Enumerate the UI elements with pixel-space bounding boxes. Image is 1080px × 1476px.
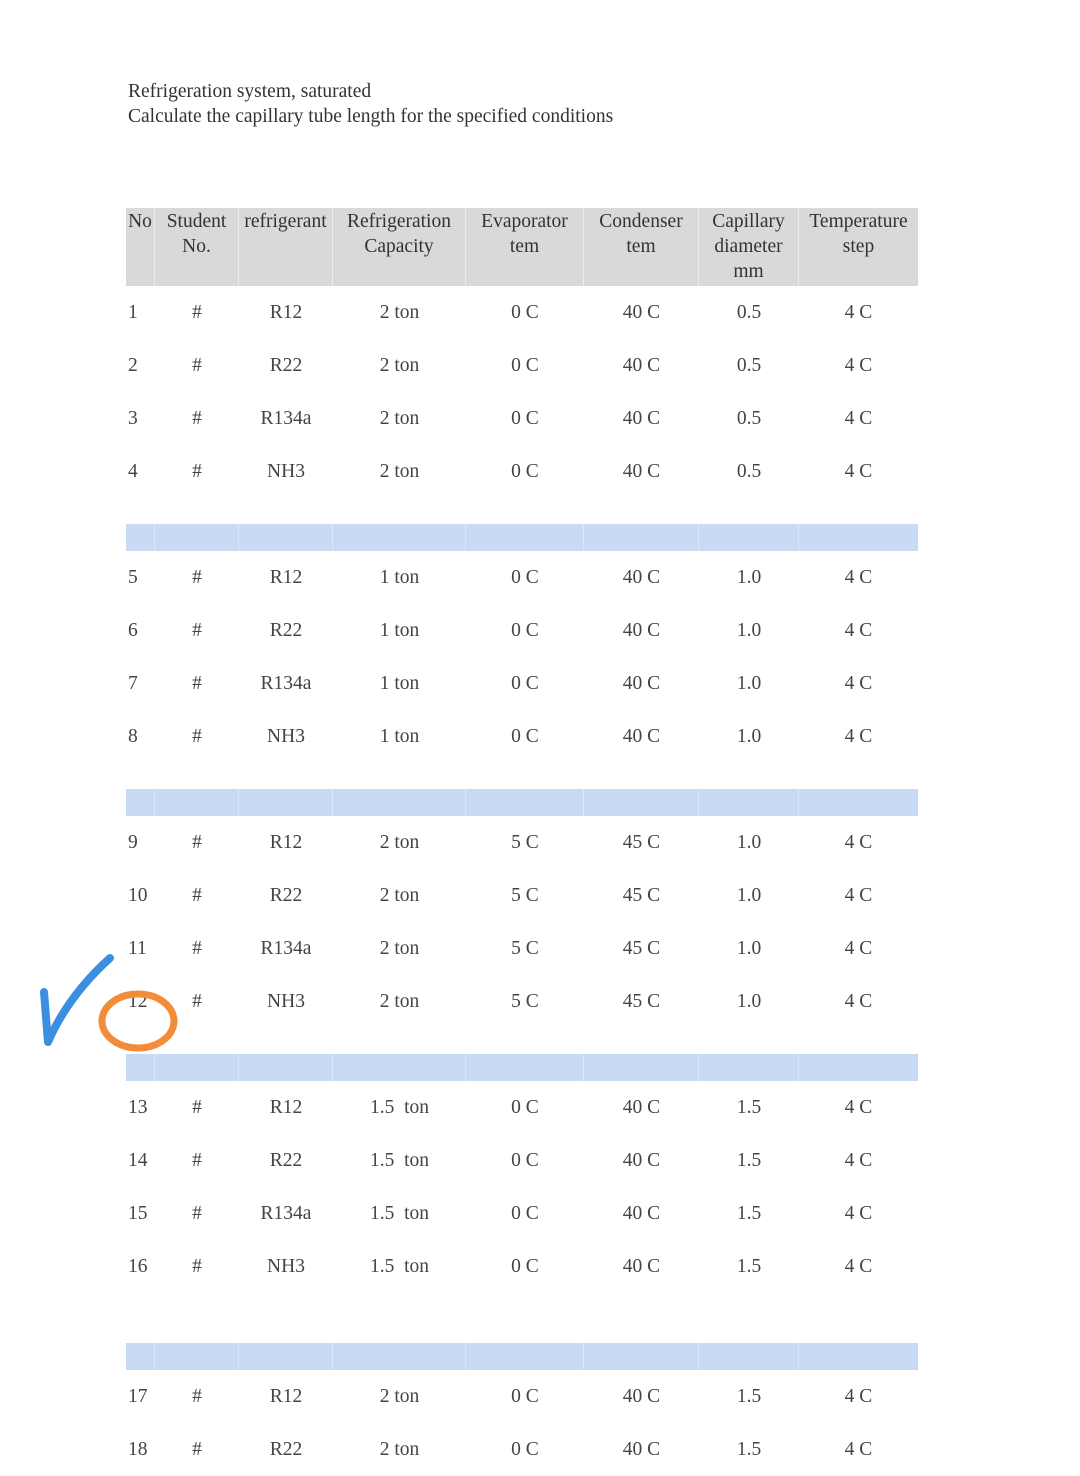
cell-no: 1 — [128, 301, 138, 323]
cell-refrigerant: R134a — [260, 407, 312, 429]
cell-capacity: 2 ton — [379, 1438, 420, 1460]
separator-cell — [333, 789, 466, 816]
cell-condenser-temp: 40 C — [622, 407, 661, 429]
cell-capillary-diameter: 1.0 — [736, 725, 762, 747]
separator-cell — [239, 1054, 333, 1081]
cell-condenser-temp: 40 C — [622, 1096, 661, 1118]
cell-no: 6 — [128, 619, 138, 641]
cell-capacity: 1.5 ton — [369, 1149, 430, 1171]
cell-refrigerant: R22 — [269, 1149, 303, 1171]
cell-temperature-step: 4 C — [844, 990, 873, 1012]
separator-cell — [699, 1054, 799, 1081]
cell-capacity: 2 ton — [379, 407, 420, 429]
table-row — [126, 445, 918, 498]
separator-cell — [466, 1054, 584, 1081]
cell-student-no: # — [192, 884, 202, 906]
cell-student-no: # — [192, 1149, 202, 1171]
cell-refrigerant: R12 — [269, 1385, 303, 1407]
cell-no: 9 — [128, 831, 138, 853]
cell-no: 10 — [128, 884, 148, 906]
cell-student-no: # — [192, 1438, 202, 1460]
cell-capillary-diameter: 1.0 — [736, 566, 762, 588]
table-row — [126, 816, 918, 869]
header-condenser-temp: Condenser tem — [584, 208, 699, 286]
cell-refrigerant: NH3 — [267, 725, 305, 747]
cell-capillary-diameter: 1.5 — [736, 1096, 762, 1118]
cell-condenser-temp: 40 C — [622, 301, 661, 323]
cell-refrigerant: R12 — [269, 831, 303, 853]
cell-evaporator-temp: 0 C — [511, 354, 539, 376]
cell-capillary-diameter: 1.5 — [736, 1438, 762, 1460]
header-temperature-step: Temperature step — [809, 211, 908, 257]
spacer — [126, 498, 918, 524]
cell-capacity: 2 ton — [379, 990, 420, 1012]
cell-refrigerant: R12 — [269, 301, 303, 323]
cell-temperature-step: 4 C — [844, 1438, 873, 1460]
cell-condenser-temp: 40 C — [622, 566, 661, 588]
separator-cell — [799, 1054, 918, 1081]
cell-condenser-temp: 45 C — [622, 884, 661, 906]
cell-capacity: 1.5 ton — [369, 1255, 430, 1277]
separator-cell — [466, 1343, 584, 1370]
cell-temperature-step: 4 C — [844, 884, 873, 906]
cell-evaporator-temp: 0 C — [511, 460, 539, 482]
cell-refrigerant: R22 — [269, 619, 303, 641]
cell-refrigerant: R12 — [269, 1096, 303, 1118]
highlight-circle-icon — [97, 989, 179, 1053]
table-row — [126, 339, 918, 392]
header-refrigerant: refrigerant — [239, 208, 333, 286]
cell-capillary-diameter: 1.0 — [736, 619, 762, 641]
cell-condenser-temp: 40 C — [622, 1202, 661, 1224]
cell-capacity: 1 ton — [379, 566, 420, 588]
cell-condenser-temp: 40 C — [622, 1438, 661, 1460]
cell-capacity: 2 ton — [379, 884, 420, 906]
cell-condenser-temp: 40 C — [622, 1255, 661, 1277]
separator-cell — [699, 789, 799, 816]
cell-refrigerant: R22 — [269, 884, 303, 906]
separator-cell — [699, 524, 799, 551]
cell-no: 3 — [128, 407, 138, 429]
cell-refrigerant: R22 — [269, 354, 303, 376]
cell-evaporator-temp: 0 C — [511, 301, 539, 323]
group-separator — [126, 789, 918, 816]
cell-temperature-step: 4 C — [844, 937, 873, 959]
cell-capillary-diameter: 1.5 — [736, 1255, 762, 1277]
cell-capillary-diameter: 0.5 — [736, 460, 762, 482]
cell-capacity: 1.5 ton — [369, 1096, 430, 1118]
spacer — [126, 763, 918, 789]
separator-cell — [466, 789, 584, 816]
separator-cell — [239, 789, 333, 816]
separator-cell — [799, 524, 918, 551]
separator-cell — [584, 1054, 699, 1081]
cell-no: 17 — [128, 1385, 148, 1407]
cell-student-no: # — [192, 1255, 202, 1277]
separator-cell — [584, 789, 699, 816]
cell-temperature-step: 4 C — [844, 566, 873, 588]
table-row — [126, 1187, 918, 1240]
table-row — [126, 710, 918, 763]
cell-refrigerant: NH3 — [267, 1255, 305, 1277]
cell-capacity: 2 ton — [379, 460, 420, 482]
cell-capacity: 2 ton — [379, 301, 420, 323]
instructions-line-1: Refrigeration system, saturated — [128, 81, 372, 102]
cell-student-no: # — [192, 990, 202, 1012]
cell-evaporator-temp: 5 C — [511, 831, 539, 853]
cell-student-no: # — [192, 354, 202, 376]
header-refrigeration-capacity: Refrigeration Capacity — [333, 208, 466, 286]
separator-cell — [126, 524, 155, 551]
cell-temperature-step: 4 C — [844, 1385, 873, 1407]
cell-student-no: # — [192, 619, 202, 641]
cell-temperature-step: 4 C — [844, 1202, 873, 1224]
cell-evaporator-temp: 0 C — [511, 1385, 539, 1407]
cell-no: 12 — [128, 990, 148, 1012]
cell-evaporator-temp: 0 C — [511, 566, 539, 588]
table-row — [126, 1423, 918, 1476]
separator-cell — [239, 1343, 333, 1370]
cell-capillary-diameter: 1.5 — [736, 1385, 762, 1407]
table-row — [126, 657, 918, 710]
cell-capacity: 1 ton — [379, 725, 420, 747]
cell-no: 2 — [128, 354, 138, 376]
instructions-line-2: Calculate the capillary tube length for the specified conditions — [128, 106, 614, 127]
cell-condenser-temp: 40 C — [622, 1385, 661, 1407]
cell-condenser-temp: 40 C — [622, 619, 661, 641]
cell-condenser-temp: 40 C — [622, 672, 661, 694]
separator-cell — [155, 1054, 239, 1081]
cell-no: 15 — [128, 1202, 148, 1224]
cell-condenser-temp: 40 C — [622, 725, 661, 747]
cell-no: 14 — [128, 1149, 148, 1171]
cell-student-no: # — [192, 937, 202, 959]
cell-evaporator-temp: 0 C — [511, 1202, 539, 1224]
cell-evaporator-temp: 0 C — [511, 1438, 539, 1460]
cell-refrigerant: R134a — [260, 672, 312, 694]
cell-evaporator-temp: 0 C — [511, 619, 539, 641]
cell-temperature-step: 4 C — [844, 301, 873, 323]
separator-cell — [799, 1343, 918, 1370]
cell-no: 5 — [128, 566, 138, 588]
table-row — [126, 392, 918, 445]
cell-evaporator-temp: 5 C — [511, 937, 539, 959]
cell-evaporator-temp: 5 C — [511, 884, 539, 906]
cell-refrigerant: R22 — [269, 1438, 303, 1460]
separator-cell — [155, 524, 239, 551]
instructions — [128, 79, 613, 129]
separator-cell — [466, 524, 584, 551]
cell-capacity: 2 ton — [379, 831, 420, 853]
cell-evaporator-temp: 0 C — [511, 1149, 539, 1171]
cell-no: 18 — [128, 1438, 148, 1460]
cell-temperature-step: 4 C — [844, 460, 873, 482]
cell-temperature-step: 4 C — [844, 619, 873, 641]
cell-refrigerant: R134a — [260, 937, 312, 959]
group-separator — [126, 1343, 918, 1370]
cell-no: 7 — [128, 672, 138, 694]
cell-refrigerant: NH3 — [267, 460, 305, 482]
cell-capacity: 1 ton — [379, 672, 420, 694]
cell-temperature-step: 4 C — [844, 407, 873, 429]
cell-no: 13 — [128, 1096, 148, 1118]
table-row — [126, 551, 918, 604]
cell-student-no: # — [192, 566, 202, 588]
cell-evaporator-temp: 0 C — [511, 725, 539, 747]
table-row — [126, 1081, 918, 1134]
separator-cell — [126, 1343, 155, 1370]
cell-evaporator-temp: 0 C — [511, 407, 539, 429]
cell-evaporator-temp: 0 C — [511, 672, 539, 694]
cell-no: 8 — [128, 725, 138, 747]
cell-student-no: # — [192, 1385, 202, 1407]
group-separator — [126, 1054, 918, 1081]
separator-cell — [126, 789, 155, 816]
cell-capillary-diameter: 1.5 — [736, 1149, 762, 1171]
table-body — [126, 286, 918, 1476]
header-no: No — [126, 208, 155, 286]
cell-capillary-diameter: 1.0 — [736, 831, 762, 853]
cell-capacity: 2 ton — [379, 354, 420, 376]
cell-student-no: # — [192, 672, 202, 694]
cell-condenser-temp: 40 C — [622, 354, 661, 376]
cell-condenser-temp: 40 C — [622, 460, 661, 482]
cell-refrigerant: R134a — [260, 1202, 312, 1224]
separator-cell — [333, 1343, 466, 1370]
cell-temperature-step: 4 C — [844, 672, 873, 694]
cell-condenser-temp: 40 C — [622, 1149, 661, 1171]
separator-cell — [239, 524, 333, 551]
cell-capacity: 2 ton — [379, 1385, 420, 1407]
cell-capillary-diameter: 0.5 — [736, 301, 762, 323]
cell-temperature-step: 4 C — [844, 1096, 873, 1118]
cell-temperature-step: 4 C — [844, 1255, 873, 1277]
cell-evaporator-temp: 5 C — [511, 990, 539, 1012]
spacer — [126, 1293, 918, 1343]
table-row — [126, 1370, 918, 1423]
table-row — [126, 1134, 918, 1187]
cell-evaporator-temp: 0 C — [511, 1255, 539, 1277]
table-row — [126, 975, 918, 1028]
cell-student-no: # — [192, 407, 202, 429]
cell-temperature-step: 4 C — [844, 354, 873, 376]
header-capillary-diameter: Capillary diameter mm — [699, 208, 799, 286]
cell-no: 11 — [128, 937, 147, 959]
cell-capillary-diameter: 1.0 — [736, 672, 762, 694]
table-row — [126, 922, 918, 975]
cell-condenser-temp: 45 C — [622, 831, 661, 853]
separator-cell — [584, 1343, 699, 1370]
cell-condenser-temp: 45 C — [622, 937, 661, 959]
cell-no: 4 — [128, 460, 138, 482]
table-header — [126, 208, 918, 286]
header-evaporator-temp: Evaporator tem — [466, 208, 584, 286]
cell-student-no: # — [192, 1202, 202, 1224]
cell-student-no: # — [192, 831, 202, 853]
cell-no: 16 — [128, 1255, 148, 1277]
cell-student-no: # — [192, 1096, 202, 1118]
table-row — [126, 1240, 918, 1293]
cell-student-no: # — [192, 460, 202, 482]
cell-capillary-diameter: 1.0 — [736, 884, 762, 906]
spacer — [126, 1028, 918, 1054]
cell-temperature-step: 4 C — [844, 1149, 873, 1171]
separator-cell — [699, 1343, 799, 1370]
cell-capacity: 2 ton — [379, 937, 420, 959]
cell-capacity: 1 ton — [379, 619, 420, 641]
cell-temperature-step: 4 C — [844, 725, 873, 747]
separator-cell — [584, 524, 699, 551]
cell-temperature-step: 4 C — [844, 831, 873, 853]
table-row — [126, 869, 918, 922]
cell-condenser-temp: 45 C — [622, 990, 661, 1012]
cell-capacity: 1.5 ton — [369, 1202, 430, 1224]
table-row — [126, 286, 918, 339]
separator-cell — [126, 1054, 155, 1081]
table-row — [126, 604, 918, 657]
cell-capillary-diameter: 0.5 — [736, 407, 762, 429]
separator-cell — [333, 1054, 466, 1081]
cell-student-no: # — [192, 725, 202, 747]
separator-cell — [333, 524, 466, 551]
header-student-no: Student No. — [155, 208, 239, 286]
cell-student-no: # — [192, 301, 202, 323]
cell-evaporator-temp: 0 C — [511, 1096, 539, 1118]
separator-cell — [799, 789, 918, 816]
cell-capillary-diameter: 1.0 — [736, 937, 762, 959]
separator-cell — [155, 1343, 239, 1370]
group-separator — [126, 524, 918, 551]
separator-cell — [155, 789, 239, 816]
cell-capillary-diameter: 1.0 — [736, 990, 762, 1012]
cell-capillary-diameter: 0.5 — [736, 354, 762, 376]
cell-capillary-diameter: 1.5 — [736, 1202, 762, 1224]
cell-refrigerant: NH3 — [267, 990, 305, 1012]
assignment-table — [126, 208, 918, 1476]
cell-refrigerant: R12 — [269, 566, 303, 588]
